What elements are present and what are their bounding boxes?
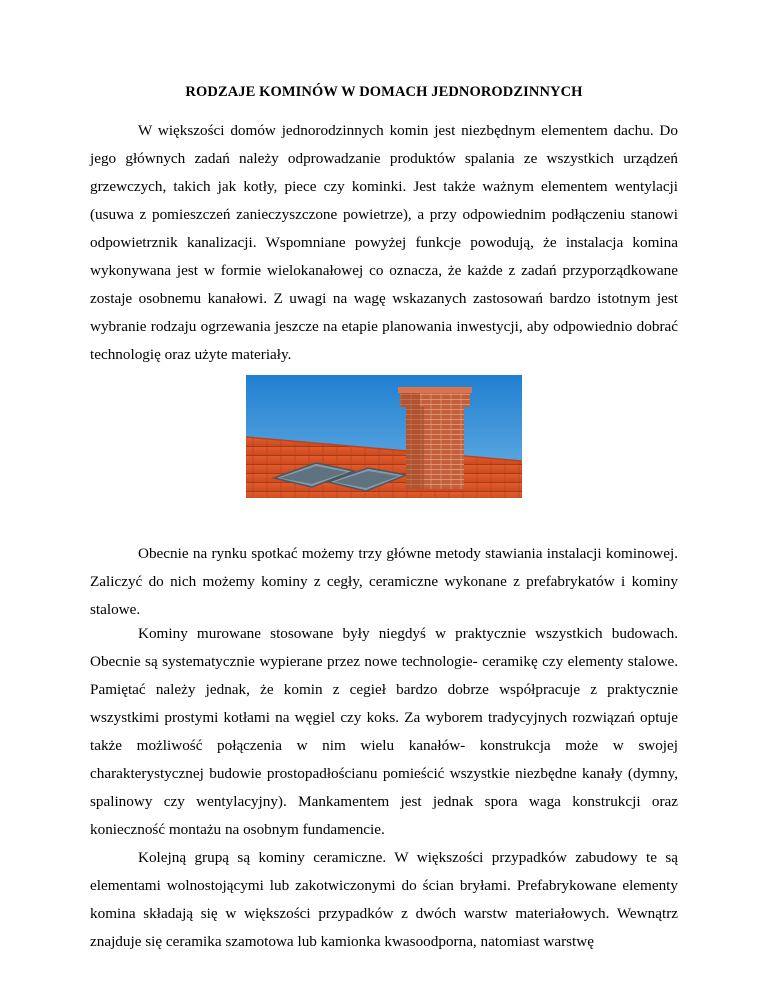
paragraph-ceramic-chimneys: Kolejną grupą są kominy ceramiczne. W większości przypadków zabudowy te są elementami wolnostojącymi lub zakotwiczonymi do ścian bryłami. Prefabrykowane elementy komina składają się w większości przypadków z dwóch warstw materiałowych. Wewnątrz znajduje się ceramika szamotowa lub kamionka kwasoodporna, natomiast warstwę	[90, 849, 678, 950]
document-title: RODZAJE KOMINÓW W DOMACH JEDNORODZINNYCH	[185, 84, 583, 100]
paragraph-brick-chimneys: Kominy murowane stosowane były niegdyś w praktycznie wszystkich budowach. Obecnie są systematycznie wypierane przez nowe technologie- ceramikę czy elementy stalowe. Pamiętać należy jednak, że komin z cegieł bardzo dobrze współpracuje z praktycznie wszystkimi prostymi kotłami na węgiel czy koks. Za wyborem tradycyjnych rozwiązań optuje także możliwość połączenia w nim wielu kanałów- konstrukcja może w swojej charakterystycznej budowie prostopadłościanu pomieścić wszystkie niezbędne kanały (dymny, spalinowy czy wentylacyjny). Mankamentem jest jednak spora waga konstrukcji oraz konieczność montażu na osobnym fundamencie.	[90, 625, 678, 838]
chimney-roof-photo	[246, 375, 522, 498]
brick-chimney	[398, 387, 472, 489]
paragraph-intro: W większości domów jednorodzinnych komin jest niezbędnym elementem dachu. Do jego głównych zadań należy odprowadzanie produktów spalania ze wszystkich urządzeń grzewczych, takich jak kotły, piece czy kominki. Jest także ważnym elementem wentylacji (usuwa z pomieszczeń zanieczyszczone powietrze), a przy odpowiednim podłączeniu stanowi odpowietrznik kanalizacji. Wspomniane powyżej funkcje powodują, że instalacja komina wykonywana jest w formie wielokanałowej co oznacza, że każde z zadań przyporządkowane zostaje osobnemu kanałowi. Z uwagi na wagę wskazanych zastosowań bardzo istotnym jest wybranie rodzaju ogrzewania jeszcze na etapie planowania inwestycji, aby odpowiednio dobrać technologię oraz użyte materiały.	[90, 122, 678, 363]
paragraph-methods: Obecnie na rynku spotkać możemy trzy główne metody stawiania instalacji kominowej. Zaliczyć do nich możemy kominy z cegły, ceramiczne wykonane z prefabrykatów i kominy stalowe.	[90, 545, 678, 618]
